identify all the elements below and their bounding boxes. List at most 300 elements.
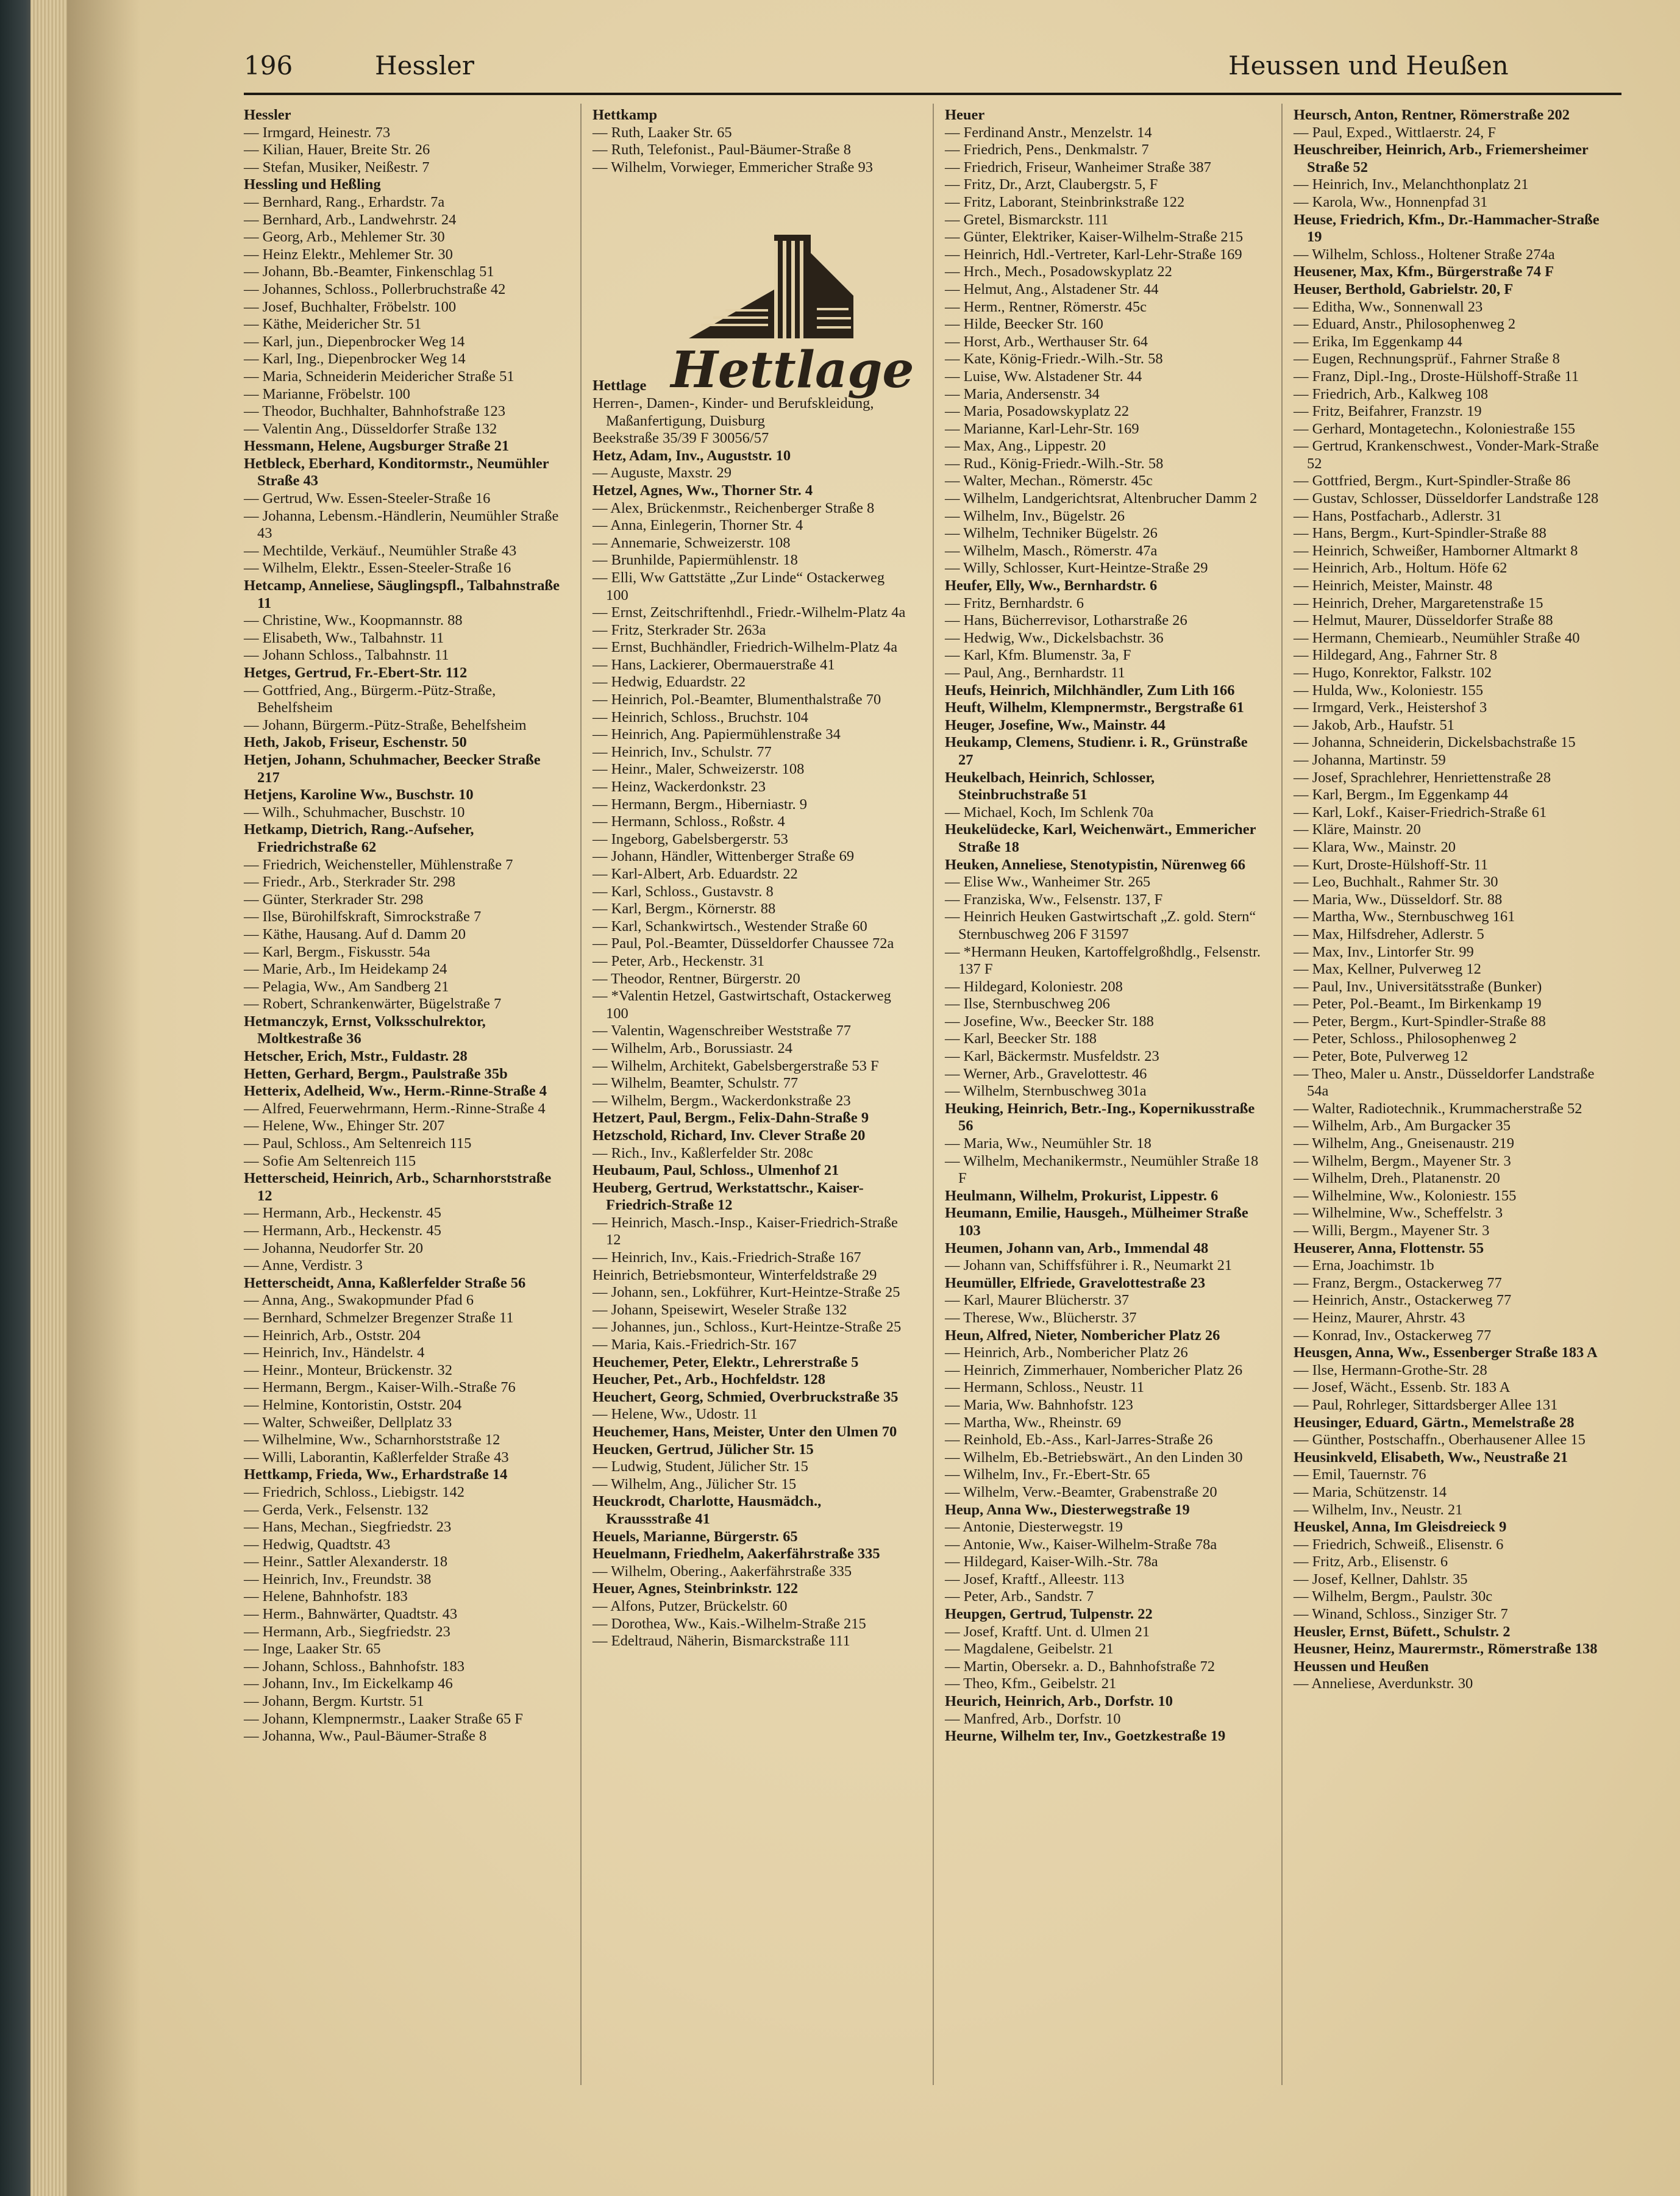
directory-entry: — Hildegard, Ang., Fahrner Str. 8 [1294,647,1498,664]
directory-heading-entry: Hetcamp, Anneliese, Säuglingspfl., Talbahnstraße 11 [244,577,560,611]
directory-heading-entry: Heuer, Agnes, Steinbrinkstr. 122 [593,1580,799,1597]
directory-entry: — Gretel, Bismarckstr. 111 [945,211,1109,228]
directory-entry: — Leo, Buchhalt., Rahmer Str. 30 [1294,874,1498,891]
directory-heading-entry: Heup, Anna Ww., Diesterwegstraße 19 [945,1501,1190,1518]
directory-entry: — Heinr., Sattler Alexanderstr. 18 [244,1553,448,1570]
directory-entry: — Johanna, Neudorfer Str. 20 [244,1239,423,1257]
directory-entry: — Johann, Bb.-Beamter, Finkenschlag 51 [244,263,494,280]
directory-entry: — Heinrich, Masch.-Insp., Kaiser-Friedrich-Straße 12 [593,1214,898,1249]
directory-entry: — Heinrich, Inv., Kais.-Friedrich-Straße 167 [593,1249,861,1266]
directory-entry: — Fritz, Beifahrer, Franzstr. 19 [1294,403,1482,420]
directory-entry: — Konrad, Inv., Ostackerweg 77 [1294,1327,1492,1344]
directory-heading-entry: Heusinger, Eduard, Gärtn., Memelstraße 28 [1294,1414,1575,1431]
directory-heading-entry: Heusinkveld, Elisabeth, Ww., Neustraße 21 [1294,1449,1568,1466]
directory-entry: — Gottfried, Bergm., Kurt-Spindler-Straße 86 [1294,472,1571,490]
directory-entry: — Heinr., Monteur, Brückenstr. 32 [244,1361,452,1378]
directory-entry: — Gerda, Verk., Felsenstr. 132 [244,1501,429,1518]
directory-entry: — Georg, Arb., Mehlemer Str. 30 [244,229,445,246]
directory-entry: — Ilse, Sternbuschweg 206 [945,996,1110,1013]
directory-entry: — Maria, Schneiderin Meidericher Straße 51 [244,368,514,385]
column-1 [244,107,561,1745]
directory-entry: — Erika, Im Eggenkamp 44 [1294,333,1462,350]
directory-entry: — Hermann, Bergm., Hiberniastr. 9 [593,796,808,813]
directory-entry: — Hermann, Arb., Heckenstr. 45 [244,1222,441,1239]
directory-entry: — Maria, Kais.-Friedrich-Str. 167 [593,1336,797,1353]
directory-entry: — Paul, Ang., Bernhardstr. 11 [945,665,1125,681]
directory-heading-entry: Heuckrodt, Charlotte, Hausmädch., Kraussstraße 41 [593,1493,822,1527]
directory-entry: — Helene, Ww., Udostr. 11 [593,1406,758,1423]
directory-entry: — Wilhelm, Inv., Bügelstr. 26 [945,507,1125,524]
directory-entry: — Karl, Beecker Str. 188 [945,1030,1097,1047]
directory-heading-entry: Heulmann, Wilhelm, Prokurist, Lippestr. 6 [945,1187,1219,1204]
directory-entry: — Friedrich, Arb., Kalkweg 108 [1294,385,1489,402]
directory-entry: — Franz, Bergm., Ostackerweg 77 [1294,1274,1502,1291]
directory-heading-entry: Heuking, Heinrich, Betr.-Ing., Kopernikusstraße 56 [945,1100,1255,1135]
directory-heading-entry: Heth, Jakob, Friseur, Eschenstr. 50 [244,734,467,751]
page-number: 196 [244,51,293,80]
directory-entry: — Theodor, Rentner, Bürgerstr. 20 [593,970,800,987]
directory-entry: — Helene, Ww., Ehinger Str. 207 [244,1118,445,1135]
directory-entry: — Auguste, Maxstr. 29 [593,465,731,482]
directory-entry: — Michael, Koch, Im Schlenk 70a [945,804,1154,821]
directory-entry: — Anna, Ang., Swakopmunder Pfad 6 [244,1292,474,1309]
directory-heading-entry: Heurich, Heinrich, Arb., Dorfstr. 10 [945,1693,1173,1710]
directory-entry: — Annemarie, Schweizerstr. 108 [593,534,791,551]
directory-entry: — Johann, Bergm. Kurtstr. 51 [244,1693,424,1710]
directory-entry: — Heinrich, Schweißer, Hamborner Altmarkt 8 [1294,542,1578,559]
directory-entry: — Emil, Tauernstr. 76 [1294,1466,1426,1483]
directory-entry: — Hermann, Schloss., Neustr. 11 [945,1379,1145,1396]
directory-entry: — Marie, Arb., Im Heidekamp 24 [244,961,447,978]
directory-entry: — Hildegard, Koloniestr. 208 [945,978,1123,995]
directory-entry: — Johannes, jun., Schloss., Kurt-Heintze-Straße 25 [593,1319,902,1336]
directory-entry: — Hermann, Schloss., Roßstr. 4 [593,813,785,830]
directory-heading-entry: Heufer, Elly, Ww., Bernhardstr. 6 [945,577,1158,594]
directory-entry: Herren-, Damen-, Kinder- und Berufskleidung, Maßanfertigung, Duisburg [593,394,874,429]
directory-entry: — Friedrich, Schweiß., Elisenstr. 6 [1294,1536,1504,1553]
directory-entry: — Walter, Mechan., Römerstr. 45c [945,472,1153,490]
directory-entry: — Johannes, Schloss., Pollerbruchstraße 42 [244,280,506,298]
directory-entry: — Karl, Ing., Diepenbrocker Weg 14 [244,351,466,368]
column-4 [1294,107,1611,1693]
directory-heading-entry: Heufs, Heinrich, Milchhändler, Zum Lith 166 [945,682,1235,699]
directory-entry: — Max, Hilfsdreher, Adlerstr. 5 [1294,925,1484,943]
directory-entry: — Friedrich, Schloss., Liebigstr. 142 [244,1483,465,1500]
directory-entry: — Anneliese, Averdunkstr. 30 [1294,1675,1473,1692]
directory-entry: — Josef, Kraftf., Alleestr. 113 [945,1570,1125,1588]
directory-entry: — Johann, Klempnermstr., Laaker Straße 65 F [244,1710,523,1727]
directory-entry: — Jakob, Arb., Haufstr. 51 [1294,716,1455,733]
directory-heading-entry: Heuger, Josefine, Ww., Mainstr. 44 [945,716,1166,733]
directory-entry: — Friedrich, Pens., Denkmalstr. 7 [945,141,1149,159]
directory-heading-entry: Hetzel, Agnes, Ww., Thorner Str. 4 [593,482,813,499]
directory-entry: — Johanna, Schneiderin, Dickelsbachstraße 15 [1294,734,1576,751]
directory-entry: — Paul, Inv., Universitätsstraße (Bunker) [1294,978,1542,995]
directory-entry: — Gustav, Schlosser, Düsseldorfer Landstraße 128 [1294,490,1599,507]
directory-entry: — Helmut, Ang., Alstadener Str. 44 [945,280,1159,298]
directory-entry: — Johann, Speisewirt, Weseler Straße 132 [593,1301,847,1318]
directory-entry: — Johann van, Schiffsführer i. R., Neumarkt 21 [945,1257,1233,1274]
directory-entry: — Heinrich, Inv., Freundstr. 38 [244,1570,432,1588]
directory-entry: — Hedwig, Quadtstr. 43 [244,1536,391,1553]
directory-entry: — Horst, Arb., Werthauser Str. 64 [945,333,1148,350]
directory-heading-entry: Heursch, Anton, Rentner, Römerstraße 202 [1294,107,1570,123]
directory-entry: — Ernst, Zeitschriftenhdl., Friedr.-Wilhelm-Platz 4a [593,604,906,621]
directory-heading-entry: Hetscher, Erich, Mstr., Fuldastr. 28 [244,1048,468,1065]
directory-entry: — Werner, Arb., Gravelottestr. 46 [945,1065,1147,1082]
directory-entry: — Alex, Brückenmstr., Reichenberger Straße 8 [593,499,875,516]
directory-entry: — Kurt, Droste-Hülshoff-Str. 11 [1294,856,1489,873]
directory-entry: — Bernhard, Schmelzer Bregenzer Straße 11 [244,1309,514,1326]
directory-entry: — Käthe, Meidericher Str. 51 [244,316,422,333]
directory-entry: — Josef, Kraftf. Unt. d. Ulmen 21 [945,1623,1150,1640]
directory-heading-entry: Hetterscheidt, Anna, Kaßlerfelder Straße 56 [244,1274,526,1291]
directory-heading-entry: Heumüller, Elfriede, Gravelottestraße 23 [945,1274,1206,1291]
directory-entry: — Günter, Sterkrader Str. 298 [244,891,424,908]
directory-entry: — Elise Ww., Wanheimer Str. 265 [945,874,1151,891]
directory-entry: — Günter, Elektriker, Kaiser-Wilhelm-Straße 215 [945,229,1244,246]
directory-entry: — Franz, Dipl.-Ing., Droste-Hülshoff-Straße 11 [1294,368,1579,385]
directory-heading-entry: Heuels, Marianne, Bürgerstr. 65 [593,1528,798,1545]
directory-entry: — Hulda, Ww., Koloniestr. 155 [1294,682,1483,699]
directory-heading-entry: Heurne, Wilhelm ter, Inv., Goetzkestraße 19 [945,1728,1226,1745]
directory-entry: — Heinrich, Zimmerhauer, Nombericher Platz 26 [945,1361,1243,1378]
directory-entry: — Ingeborg, Gabelsbergerstr. 53 [593,830,788,847]
running-head-left: Hessler [375,51,474,80]
directory-entry: — Wilhelm, Inv., Neustr. 21 [1294,1501,1463,1518]
directory-entry: — Karl, jun., Diepenbrocker Weg 14 [244,333,465,350]
directory-entry: — Friedrich, Friseur, Wanheimer Straße 387 [945,159,1211,176]
directory-heading-entry: Hetzschold, Richard, Inv. Clever Straße 20 [593,1127,866,1144]
directory-entry: — Johanna, Martinstr. 59 [1294,751,1446,768]
directory-entry: — Anna, Einlegerin, Thorner Str. 4 [593,517,803,534]
directory-entry: — Peter, Bergm., Kurt-Spindler-Straße 88 [1294,1013,1546,1030]
directory-heading-entry: Heumen, Johann van, Arb., Immendal 48 [945,1239,1209,1257]
directory-entry: — Johanna, Lebensm.-Händlerin, Neumühler Straße 43 [244,507,559,542]
directory-heading-entry: Heucher, Pet., Arb., Hochfeldstr. 128 [593,1371,825,1388]
directory-entry: — Wilhelm, Ang., Gneisenaustr. 219 [1294,1135,1514,1152]
directory-entry: — Wilhelm, Dreh., Platanenstr. 20 [1294,1170,1500,1187]
directory-entry: — Max, Kellner, Pulverweg 12 [1294,961,1481,978]
directory-entry: — Maria, Andersenstr. 34 [945,385,1100,402]
directory-entry: — Wilhelm, Arb., Am Burgacker 35 [1294,1118,1511,1135]
directory-entry: — Hans, Mechan., Siegfriedstr. 23 [244,1519,452,1536]
directory-entry: — Hermann, Arb., Heckenstr. 45 [244,1205,441,1222]
directory-entry: — Willi, Bergm., Mayener Str. 3 [1294,1222,1490,1239]
directory-entry: — Hildegard, Kaiser-Wilh.-Str. 78a [945,1553,1158,1570]
directory-entry: — Heinrich, Schloss., Bruchstr. 104 [593,708,808,725]
directory-entry: — Inge, Laaker Str. 65 [244,1641,381,1658]
directory-entry: — Wilhelm, Obering., Aakerfährstraße 335 [593,1563,852,1580]
directory-entry: — Maria, Ww. Bahnhofstr. 123 [945,1396,1133,1413]
directory-heading-entry: Hetkamp, Dietrich, Rang.-Aufseher, Friedrichstraße 62 [244,821,474,855]
directory-entry: — Hermann, Bergm., Kaiser-Wilh.-Straße 76 [244,1379,516,1396]
directory-entry: — Wilhelm, Architekt, Gabelsbergerstraße 53 F [593,1057,879,1074]
directory-heading-entry: Heussen und Heußen [1294,1658,1429,1675]
directory-heading-entry: Heubaum, Paul, Schloss., Ulmenhof 21 [593,1162,839,1179]
directory-entry: Beekstraße 35/39 F 30056/57 [593,430,769,447]
directory-entry: — Heinrich, Inv., Melanchthonplatz 21 [1294,176,1529,193]
gutter-shadow [67,0,140,2196]
directory-entry: — Martha, Ww., Sternbuschweg 161 [1294,908,1515,925]
directory-heading-entry: Hessling und Heßling [244,176,381,193]
directory-entry: — Wilhelm, Vorwieger, Emmericher Straße 93 [593,159,874,176]
directory-entry: — Johann Schloss., Talbahnstr. 11 [244,647,449,664]
column-divider [933,104,934,2085]
directory-entry: — *Valentin Hetzel, Gastwirtschaft, Ostackerweg 100 [593,988,891,1022]
directory-entry: — Friedr., Arb., Sterkrader Str. 298 [244,874,456,891]
directory-entry: — Josef, Kellner, Dahlstr. 35 [1294,1570,1468,1588]
directory-entry: — Robert, Schrankenwärter, Bügelstraße 7 [244,996,502,1013]
directory-entry: — Friedrich, Weichensteller, Mühlenstraße 7 [244,856,513,873]
directory-entry: — Therese, Ww., Blücherstr. 37 [945,1309,1137,1326]
directory-entry: — Ilse, Hermann-Grothe-Str. 28 [1294,1361,1487,1378]
directory-entry: — Klara, Ww., Mainstr. 20 [1294,838,1456,855]
directory-entry: — Hrch., Mech., Posadowskyplatz 22 [945,263,1172,280]
directory-entry: — Hedwig, Ww., Dickelsbachstr. 36 [945,629,1164,646]
hettlage-logo-text: Hettlage [671,341,914,399]
directory-entry: — Wilhelm, Masch., Römerstr. 47a [945,542,1158,559]
directory-entry: — Max, Ang., Lippestr. 20 [945,438,1106,455]
directory-entry: — Gerhard, Montagetechn., Koloniestraße 155 [1294,420,1575,437]
directory-entry: — Wilhelm, Inv., Fr.-Ebert-Str. 65 [945,1466,1150,1483]
directory-heading-entry: Heuberg, Gertrud, Werkstattschr., Kaiser-Friedrich-Straße 12 [593,1179,864,1214]
directory-entry: — Heinrich Heuken Gastwirtschaft „Z. gold. Stern“ Sternbuschweg 206 F 31597 [945,908,1256,943]
column-3 [945,107,1262,1745]
directory-entry: — Paul, Exped., Wittlaerstr. 24, F [1294,124,1497,141]
directory-entry: — Marianne, Fröbelstr. 100 [244,385,410,402]
directory-entry: — Heinr., Maler, Schweizerstr. 108 [593,761,805,778]
page-header [67,46,1680,88]
directory-entry: — Hans, Bücherrevisor, Lotharstraße 26 [945,612,1187,629]
directory-entry: — Karola, Ww., Honnenpfad 31 [1294,193,1488,210]
directory-entry: — Elisabeth, Ww., Talbahnstr. 11 [244,629,444,646]
directory-entry: — Wilhelmine, Ww., Scharnhorststraße 12 [244,1431,500,1449]
directory-heading-entry: Heuserer, Anna, Flottenstr. 55 [1294,1239,1484,1257]
directory-entry: — Wilhelm, Bergm., Mayener Str. 3 [1294,1152,1511,1169]
directory-heading-entry: Heuchert, Georg, Schmied, Overbruckstraße 35 [593,1388,899,1405]
directory-entry: — Wilhelm, Elektr., Essen-Steeler-Straße 16 [244,560,511,577]
directory-entry: — Ilse, Bürohilfskraft, Simrockstraße 7 [244,908,482,925]
directory-entry: — Antonie, Diesterwegstr. 19 [945,1519,1123,1536]
directory-entry: — Josefine, Ww., Beecker Str. 188 [945,1013,1154,1030]
directory-entry: — Wilhelmine, Ww., Koloniestr. 155 [1294,1187,1517,1204]
directory-entry: — Theo, Maler u. Anstr., Düsseldorfer Landstraße 54a [1294,1065,1595,1100]
directory-entry: — Josef, Wächt., Essenb. Str. 183 A [1294,1379,1511,1396]
directory-entry: — Heinrich, Ang. Papiermühlenstraße 34 [593,726,841,743]
hettlage-advert [652,216,933,399]
directory-entry: — Johann, Bürgerm.-Pütz-Straße, Behelfsheim [244,716,527,733]
directory-entry: — Wilhelm, Bergm., Paulstr. 30c [1294,1588,1493,1605]
directory-entry: — Eugen, Rechnungsprüf., Fahrner Straße 8 [1294,351,1560,368]
directory-entry: — Hermann, Chemiearb., Neumühler Straße 40 [1294,629,1580,646]
directory-heading-entry: Heusgen, Anna, Ww., Essenberger Straße 183 A [1294,1344,1598,1361]
directory-entry: — Wilh., Schuhmacher, Buschstr. 10 [244,804,465,821]
column-divider [1281,104,1283,2085]
directory-entry: — Heinz, Maurer, Ahrstr. 43 [1294,1309,1465,1326]
directory-entry: — Wilhelm, Eb.-Betriebswärt., An den Linden 30 [945,1449,1243,1466]
directory-entry: — Hedwig, Eduardstr. 22 [593,674,746,691]
hettlage-logo [652,216,933,399]
directory-heading-entry: Heupgen, Gertrud, Tulpenstr. 22 [945,1606,1153,1623]
directory-entry: — *Hermann Heuken, Kartoffelgroßhdlg., Felsenstr. 137 F [945,943,1261,978]
directory-entry: — Käthe, Hausang. Auf d. Damm 20 [244,925,466,943]
directory-entry: Heinrich, Betriebsmonteur, Winterfeldstraße 29 [593,1266,877,1283]
directory-heading-entry: Heumann, Emilie, Hausgeh., Mülheimer Straße 103 [945,1205,1248,1239]
directory-entry: — Herm., Bahnwärter, Quadtstr. 43 [244,1606,458,1623]
directory-entry: — Wilhelm, Verw.-Beamter, Grabenstraße 20 [945,1483,1217,1500]
directory-entry: — Heinrich, Pol.-Beamter, Blumenthalstraße 70 [593,691,881,708]
directory-entry: — Johann, Händler, Wittenberger Straße 69 [593,848,855,865]
directory-entry: — Johann, Inv., Im Eickelkamp 46 [244,1675,453,1692]
directory-entry: — Marianne, Karl-Lehr-Str. 169 [945,420,1139,437]
directory-entry: — Alfred, Feuerwehrmann, Herm.-Rinne-Straße 4 [244,1100,546,1117]
directory-entry: — Dorothea, Ww., Kais.-Wilhelm-Straße 215 [593,1615,866,1632]
directory-entry: — Ludwig, Student, Jülicher Str. 15 [593,1458,808,1475]
directory-entry: — Wilhelm, Mechanikermstr., Neumühler Straße 18 F [945,1152,1259,1187]
directory-entry: — Fritz, Sterkrader Str. 263a [593,621,766,638]
directory-entry: — Edeltraud, Näherin, Bismarckstraße 111 [593,1633,850,1650]
directory-heading-entry: Heuer [945,107,985,123]
directory-entry: — Hermann, Arb., Siegfriedstr. 23 [244,1623,450,1640]
directory-heading-entry: Heusler, Ernst, Büfett., Schulstr. 2 [1294,1623,1511,1640]
directory-entry: — Hans, Lackierer, Obermauerstraße 41 [593,656,835,673]
directory-entry: — Willy, Schlosser, Kurt-Heintze-Straße 29 [945,560,1208,577]
directory-entry: — Karl, Bäckermstr. Musfeldstr. 23 [945,1048,1159,1065]
directory-entry: — Theo, Kfm., Geibelstr. 21 [945,1675,1117,1692]
directory-entry: — Bernhard, Rang., Erhardstr. 7a [244,193,445,210]
directory-entry: — Johann, sen., Lokführer, Kurt-Heintze-Straße 25 [593,1284,900,1301]
directory-entry: — Editha, Ww., Sonnenwall 23 [1294,298,1483,315]
directory-entry: — Peter, Pol.-Beamt., Im Birkenkamp 19 [1294,996,1542,1013]
directory-entry: — Karl-Albert, Arb. Eduardstr. 22 [593,866,798,882]
directory-heading-entry: Heuken, Anneliese, Stenotypistin, Nürenweg 66 [945,856,1245,873]
directory-entry: — Irmgard, Verk., Heistershof 3 [1294,699,1487,716]
directory-entry: — Kilian, Hauer, Breite Str. 26 [244,141,430,159]
directory-entry: — Fritz, Arb., Elisenstr. 6 [1294,1553,1448,1570]
directory-entry: — Karl, Kfm. Blumenstr. 3a, F [945,647,1131,664]
directory-entry: — Paul, Pol.-Beamter, Düsseldorfer Chaussee 72a [593,935,894,952]
directory-entry: — Reinhold, Eb.-Ass., Karl-Jarres-Straße 26 [945,1431,1213,1449]
directory-entry: — Heinrich, Hdl.-Vertreter, Karl-Lehr-Straße 169 [945,246,1242,263]
directory-entry: — Helmine, Kontoristin, Oststr. 204 [244,1396,462,1413]
directory-heading-entry: Heukelbach, Heinrich, Schlosser, Steinbruchstraße 51 [945,769,1155,804]
directory-heading-entry: Hetjens, Karoline Ww., Buschstr. 10 [244,786,474,804]
directory-heading-entry: Heuskel, Anna, Im Gleisdreieck 9 [1294,1519,1507,1536]
directory-entry: — Christine, Ww., Koopmannstr. 88 [244,612,463,629]
directory-entry: — Johann, Schloss., Bahnhofstr. 183 [244,1658,465,1675]
directory-entry: — Wilhelm, Techniker Bügelstr. 26 [945,525,1158,542]
directory-heading-entry: Hessler [244,107,291,123]
running-head-right: Heussen und Heußen [1228,51,1509,80]
directory-entry: — Gertrud, Ww. Essen-Steeler-Straße 16 [244,490,491,507]
directory-entry: — Gertrud, Krankenschwest., Vonder-Mark-Straße 52 [1294,438,1599,472]
directory-heading-entry: Hetges, Gertrud, Fr.-Ebert-Str. 112 [244,665,468,681]
directory-entry: — Theodor, Buchhalter, Bahnhofstraße 123 [244,403,505,420]
directory-entry: — Max, Inv., Lintorfer Str. 99 [1294,943,1474,960]
directory-heading-entry: Hetzert, Paul, Bergm., Felix-Dahn-Straße 9 [593,1110,869,1127]
directory-entry: — Ruth, Telefonist., Paul-Bäumer-Straße 8 [593,141,851,159]
directory-entry: — Willi, Laborantin, Kaßlerfelder Straße 43 [244,1449,509,1466]
directory-heading-entry: Heuchemer, Peter, Elektr., Lehrerstraße 5 [593,1353,859,1371]
directory-entry: — Sofie Am Seltenreich 115 [244,1152,416,1169]
directory-entry: — Ruth, Laaker Str. 65 [593,124,732,141]
directory-entry: — Karl, Lokf., Kaiser-Friedrich-Straße 61 [1294,804,1547,821]
directory-entry: — Peter, Arb., Heckenstr. 31 [593,952,765,969]
directory-entry: — Gottfried, Ang., Bürgerm.-Pütz-Straße, Behelfsheim [244,682,496,716]
directory-entry: — Fritz, Dr., Arzt, Claubergstr. 5, F [945,176,1158,193]
directory-entry: — Wilhelm, Landgerichtsrat, Altenbrucher Damm 2 [945,490,1258,507]
directory-entry: — Anne, Verdistr. 3 [244,1257,363,1274]
directory-entry: — Valentin, Wagenschreiber Weststraße 77 [593,1022,852,1039]
directory-entry: — Heinz, Wackerdonkstr. 23 [593,779,766,796]
directory-heading-entry: Heucken, Gertrud, Jülicher Str. 15 [593,1441,814,1458]
directory-heading-entry: Heuser, Berthold, Gabrielstr. 20, F [1294,280,1514,298]
directory-heading-entry: Heuchemer, Hans, Meister, Unter den Ulmen 70 [593,1424,897,1440]
directory-entry: — Martha, Ww., Rheinstr. 69 [945,1414,1122,1431]
directory-heading-entry: Hetz, Adam, Inv., Auguststr. 10 [593,447,791,464]
directory-entry: — Wilhelm, Schloss., Holtener Straße 274a [1294,246,1555,263]
directory-entry: — Pelagia, Ww., Am Sandberg 21 [244,978,449,995]
directory-heading-entry: Hetbleck, Eberhard, Konditormstr., Neumühler Straße 43 [244,455,549,490]
directory-entry: — Karl, Maurer Blücherstr. 37 [945,1292,1130,1309]
directory-entry: — Hans, Bergm., Kurt-Spindler-Straße 88 [1294,525,1547,542]
directory-heading-entry: Hettlage [593,377,647,394]
directory-entry: — Karl, Bergm., Fiskusstr. 54a [244,943,430,960]
directory-entry: — Erna, Joachimstr. 1b [1294,1257,1434,1274]
directory-heading-entry: Hettkamp, Frieda, Ww., Erhardstraße 14 [244,1466,508,1483]
directory-entry: — Karl, Bergm., Im Eggenkamp 44 [1294,786,1509,804]
directory-entry: — Martin, Obersekr. a. D., Bahnhofstraße 72 [945,1658,1215,1675]
directory-entry: — Heinrich, Meister, Mainstr. 48 [1294,577,1493,594]
directory-entry: — Brunhilde, Papiermühlenstr. 18 [593,552,798,569]
directory-heading-entry: Hetterix, Adelheid, Ww., Herm.-Rinne-Straße 4 [244,1083,547,1100]
directory-heading-entry: Hetmanczyk, Ernst, Volksschulrektor, Moltkestraße 36 [244,1013,486,1047]
directory-entry: — Karl, Schloss., Gustavstr. 8 [593,883,774,900]
directory-entry: — Rich., Inv., Kaßlerfelder Str. 208c [593,1144,813,1161]
directory-entry: — Paul, Schloss., Am Seltenreich 115 [244,1135,472,1152]
directory-entry: — Peter, Schloss., Philosophenweg 2 [1294,1030,1517,1047]
directory-entry: — Manfred, Arb., Dorfstr. 10 [945,1710,1121,1727]
directory-heading-entry: Heuelmann, Friedhelm, Aakerfährstraße 335 [593,1545,880,1563]
directory-entry: — Franziska, Ww., Felsenstr. 137, F [945,891,1163,908]
header-rule [244,93,1621,95]
directory-entry: — Ferdinand Anstr., Menzelstr. 14 [945,124,1152,141]
directory-entry: — Winand, Schloss., Sinziger Str. 7 [1294,1606,1508,1623]
directory-entry: — Walter, Radiotechnik., Krummacherstraße 52 [1294,1100,1582,1117]
directory-entry: — Wilhelm, Sternbuschweg 301a [945,1083,1147,1100]
directory-entry: — Wilhelm, Beamter, Schulstr. 77 [593,1075,799,1092]
directory-entry: — Heinrich, Inv., Schulstr. 77 [593,743,772,760]
directory-entry: — Magdalene, Geibelstr. 21 [945,1641,1114,1658]
directory-entry: — Josef, Buchhalter, Fröbelstr. 100 [244,298,457,315]
directory-heading-entry: Hettkamp [593,107,658,123]
directory-entry: — Heinrich, Arb., Nombericher Platz 26 [945,1344,1188,1361]
directory-entry: — Günther, Postschaffn., Oberhausener Allee 15 [1294,1431,1586,1449]
directory-entry: — Irmgard, Heinestr. 73 [244,124,391,141]
directory-heading-entry: Heuschreiber, Heinrich, Arb., Friemersheimer Straße 52 [1294,141,1589,176]
directory-heading-entry: Hetjen, Johann, Schuhmacher, Beecker Straße 217 [244,751,541,786]
directory-entry: — Herm., Rentner, Römerstr. 45c [945,298,1147,315]
directory-entry: — Hilde, Beecker Str. 160 [945,316,1103,333]
directory-entry: — Kate, König-Friedr.-Wilh.-Str. 58 [945,351,1163,368]
directory-entry: — Heinz Elektr., Mehlemer Str. 30 [244,246,453,263]
directory-entry: — Valentin Ang., Düsseldorfer Straße 132 [244,420,497,437]
directory-entry: — Heinrich, Inv., Händelstr. 4 [244,1344,425,1361]
directory-entry: — Ernst, Buchhändler, Friedrich-Wilhelm-Platz 4a [593,639,898,656]
directory-entry: — Peter, Arb., Sandstr. 7 [945,1588,1094,1605]
directory-heading-entry: Hessmann, Helene, Augsburger Straße 21 [244,438,510,455]
